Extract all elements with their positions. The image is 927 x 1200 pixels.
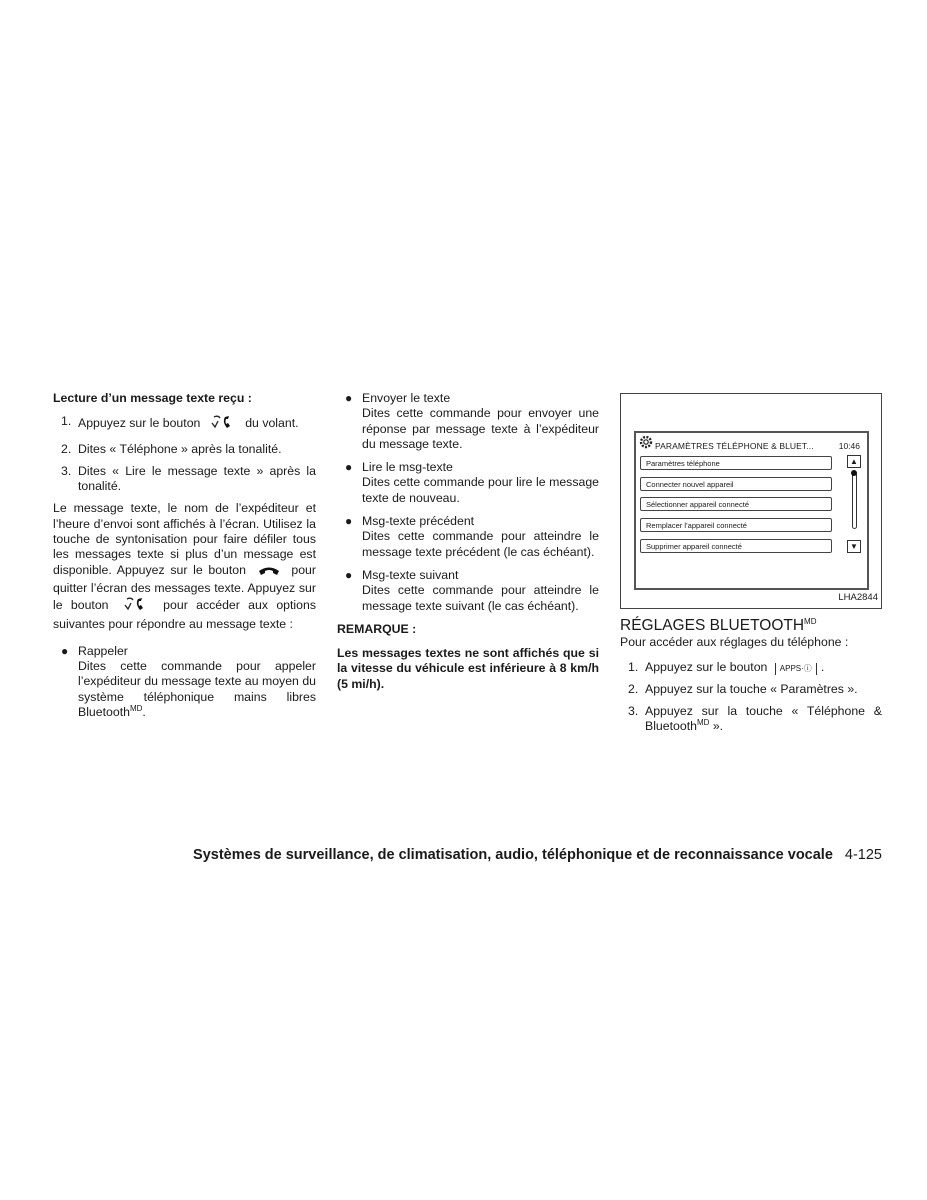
list-item: ● Rappeler Dites cette commande pour appeler l’expéditeur du message texte au moyen du système téléphonique mains libres Bluetooth$^{MD}$. — [61, 643, 316, 720]
scroll-thumb[interactable] — [851, 470, 857, 476]
screen-title: PARAMÈTRES TÉLÉPHONE & BLUET... — [655, 441, 814, 451]
scroll-down-button[interactable]: ▼ — [847, 540, 861, 553]
note-title: REMARQUE : — [337, 621, 417, 636]
list-item: ● Msg-texte suivant Dites cette commande pour atteindre le message texte suivant (le cas échéant). — [345, 567, 599, 613]
footer-title: Systèmes de surveillance, de climatisation, audio, téléphonique et de reconnaissance vocale — [193, 847, 833, 863]
bullet-icon: ● — [345, 567, 353, 582]
step-1: 1. Appuyez sur le bouton APPS·ⓘ . — [628, 659, 825, 674]
bullet-icon: ● — [345, 391, 353, 405]
scrollbar[interactable] — [852, 472, 857, 529]
step-3: 3. Dites « Lire le message texte » après la tonalité. — [61, 463, 316, 494]
list-item: ● Envoyer le texte Dites cette commande pour envoyer une réponse par message texte à l’expéditeur du message texte. — [345, 391, 599, 451]
list-item: ● Msg-texte précédent Dites cette commande pour atteindre le message texte précédent (le cas échéant). — [345, 514, 599, 559]
body-paragraph: Le message texte, le nom de l’expéditeur et l’heure d’envoi sont affichés à l’écran. Utilisez la touche de syntonisation pour faire défiler tous les messages texte si plus d’un message est disponible. Appuyez sur le bouton pour quitter l’écran des messages texte. Appuyez sur le bouton pour accéder aux options suivantes pour répondre au message texte : — [53, 501, 316, 631]
bullet-icon: ● — [345, 460, 353, 475]
step-3: 3. Appuyez sur la touche « Téléphone & Bluetooth$^{MD}$ ». — [628, 704, 882, 734]
step-2: 2. Appuyez sur la touche « Paramètres ». — [628, 681, 858, 696]
menu-item-replace-device[interactable]: Remplacer l’appareil connecté — [640, 518, 832, 532]
bullet-list — [53, 644, 316, 720]
section-title: RÉGLAGES $BLUETOOTH^{MD}$ — [620, 616, 817, 634]
screen-header — [636, 433, 867, 455]
menu-item-delete-device[interactable]: Supprimer appareil connecté — [640, 539, 832, 553]
column-right — [620, 393, 882, 742]
steps-list — [620, 660, 882, 735]
phone-settings-screen — [634, 431, 869, 590]
page-number: 4-125 — [844, 847, 882, 863]
gear-icon — [639, 435, 653, 454]
menu-item-connect-device[interactable]: Connecter nouvel appareil — [640, 477, 832, 491]
column-left — [53, 391, 316, 728]
screen-figure — [620, 393, 882, 609]
column-middle — [337, 391, 599, 692]
scroll-up-button[interactable]: ▲ — [847, 455, 861, 468]
figure-label: LHA2844 — [838, 591, 878, 603]
step-1: 1. Appuyez sur le bouton du volant. — [53, 414, 316, 434]
hang-up-icon — [258, 565, 280, 581]
apps-button-icon: APPS·ⓘ — [775, 663, 817, 675]
bullet-icon: ● — [345, 514, 353, 529]
step-2: 2. Dites « Téléphone » après la tonalité. — [61, 441, 282, 456]
steps-list — [53, 414, 316, 494]
menu-item-select-device[interactable]: Sélectionner appareil connecté — [640, 497, 832, 511]
voice-phone-icon — [210, 414, 236, 434]
intro-text: Pour accéder aux réglages du téléphone : — [620, 635, 849, 650]
section-heading: Lecture d’un message texte reçu : — [53, 391, 252, 405]
list-item: ● Lire le msg-texte Dites cette commande pour lire le message texte de nouveau. — [345, 460, 599, 505]
bullet-list — [337, 391, 599, 614]
note-body: Les messages textes ne sont affichés que si la vitesse du véhicule est inférieure à 8 km/h (5 mi/h). — [337, 646, 599, 691]
screen-time: 10:46 — [838, 441, 860, 451]
page-footer — [53, 847, 882, 863]
voice-phone-icon — [123, 596, 149, 616]
menu-item-phone-settings[interactable]: Paramètres téléphone — [640, 456, 832, 470]
bullet-icon: ● — [61, 643, 69, 658]
